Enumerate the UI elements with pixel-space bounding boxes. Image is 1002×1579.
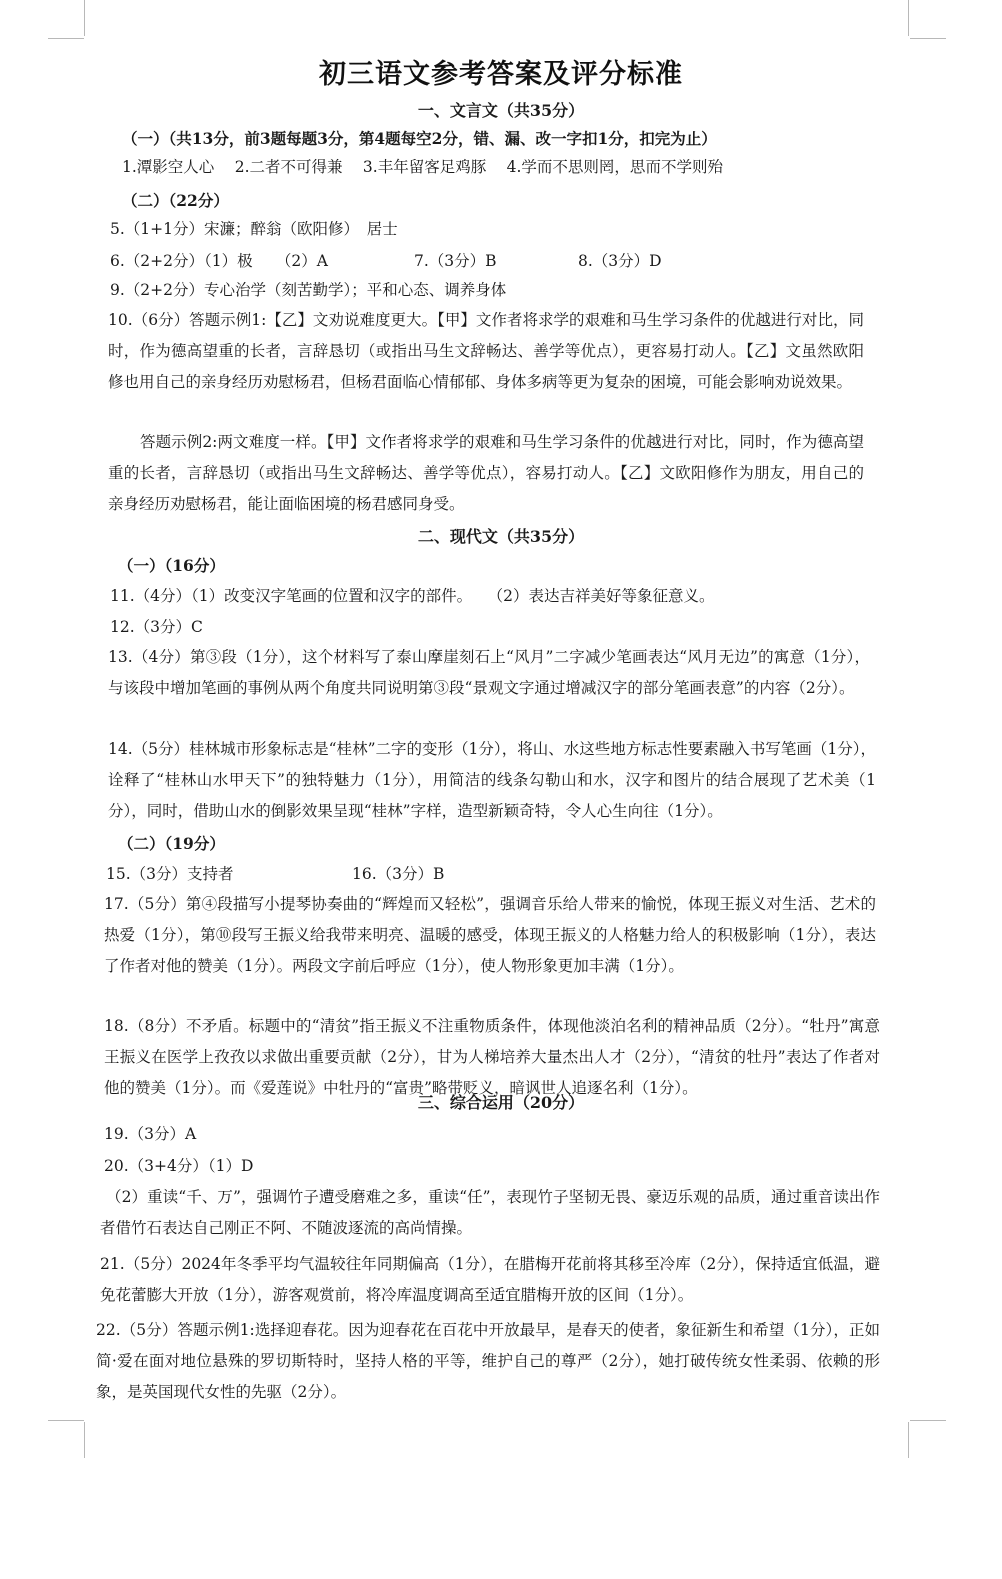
answer-line: 1.潭影空人心 2.二者不可得兼 3.丰年留客足鸡豚 4.学而不思则罔，思而不学则殆	[122, 158, 723, 176]
answer-paragraph: 22.（5分）答题示例1:选择迎春花。因为迎春花在百花中开放最早，是春天的使者，象征新生和希望（1分），正如简·爱在面对地位悬殊的罗切斯特时，坚持人格的平等，维护自己的尊严（2分），她打破传统女性柔弱、依赖的形象，是英国现代女性的先驱（2分）。	[96, 1321, 880, 1401]
answer-line: 9.（2+2分）专心治学（刻苦勤学）；平和心态、调养身体	[110, 281, 507, 299]
crop-mark	[48, 1420, 84, 1421]
crop-mark	[84, 1422, 85, 1458]
crop-mark	[908, 1422, 909, 1458]
answer-line: 16.（3分）B	[352, 865, 445, 883]
answer-paragraph: （2）重读“千、万”，强调竹子遭受磨难之多，重读“任”，表现竹子坚韧无畏、豪迈乐观的品质，通过重音读出作者借竹石表达自己刚正不阿、不随波逐流的高尚情操。	[100, 1188, 880, 1237]
answer-line: 20.（3+4分）（1）D	[104, 1157, 254, 1175]
crop-mark	[48, 38, 84, 39]
answer-line: 11.（4分）（1）改变汉字笔画的位置和汉字的部件。 （2）表达吉祥美好等象征意义。	[110, 587, 715, 605]
answer-paragraph: 13.（4分）第③段（1分），这个材料写了泰山摩崖刻石上“风月”二字减少笔画表达“风月无边”的寓意（1分），与该段中增加笔画的事例从两个角度共同说明第③段“景观文字通过增减汉字的部分笔画表意”的内容（2分）。	[108, 648, 870, 697]
part-heading: （二）（22分）	[122, 191, 229, 210]
answer-line: 19.（3分）A	[104, 1125, 197, 1143]
answer-paragraph: 答题示例2:两文难度一样。【甲】文作者将求学的艰难和马生学习条件的优越进行对比，同时，作为德高望重的长者，言辞恳切（或指出马生文辞畅达、善学等优点），容易打动人。【乙】文欧阳修作为朋友，用自己的亲身经历劝慰杨君，能让面临困境的杨君感同身受。	[108, 433, 864, 513]
answer-paragraph: 14.（5分）桂林城市形象标志是“桂林”二字的变形（1分），将山、水这些地方标志性要素融入书写笔画（1分），诠释了“桂林山水甲天下”的独特魅力（1分），用简洁的线条勾勒山和水，汉字和图片的结合展现了艺术美（1分），同时，借助山水的倒影效果呈现“桂林”字样，造型新颖奇特，令人心生向往（1分）。	[108, 740, 876, 820]
answer-paragraph: 21.（5分）2024年冬季平均气温较往年同期偏高（1分），在腊梅开花前将其移至冷库（2分），保持适宜低温，避免花蕾膨大开放（1分），游客观赏前，将冷库温度调高至适宜腊梅开放的区间（1分）。	[100, 1255, 880, 1304]
answer-line: 7.（3分）B	[414, 252, 497, 270]
crop-mark	[910, 38, 946, 39]
part-heading: （一）（16分）	[118, 556, 225, 575]
crop-mark	[910, 1420, 946, 1421]
page-title: 初三语文参考答案及评分标准	[319, 59, 683, 90]
part-heading: （二）（19分）	[118, 834, 225, 853]
answer-line: 8.（3分）D	[578, 252, 662, 270]
section-heading-integrated: 三、综合运用（20分）	[417, 1093, 585, 1112]
answer-line: 6.（2+2分）（1）极 （2）A	[110, 252, 328, 270]
section-heading-classical: 一、文言文（共35分）	[417, 101, 585, 120]
part-heading: （一）（共13分，前3题每题3分，第4题每空2分，错、漏、改一字扣1分，扣完为止）	[122, 129, 717, 148]
answer-line: 12.（3分）C	[110, 618, 203, 636]
answer-line: 5.（1+1分）宋濂；醉翁（欧阳修） 居士	[110, 220, 398, 238]
crop-mark	[908, 0, 909, 36]
section-heading-modern: 二、现代文（共35分）	[417, 527, 585, 546]
answer-paragraph: 10.（6分）答题示例1:【乙】文劝说难度更大。【甲】文作者将求学的艰难和马生学习条件的优越进行对比，同时，作为德高望重的长者，言辞恳切（或指出马生文辞畅达、善学等优点），更容易打动人。【乙】文虽然欧阳修也用自己的亲身经历劝慰杨君，但杨君面临心情郁郁、身体多病等更为复杂的困境，可能会影响劝说效果。	[108, 311, 864, 391]
answer-line: 15.（3分）支持者	[106, 865, 234, 883]
answer-paragraph: 18.（8分）不矛盾。标题中的“清贫”指王振义不注重物质条件，体现他淡泊名利的精神品质（2分）。“牡丹”寓意王振义在医学上孜孜以求做出重要贡献（2分），甘为人梯培养大量杰出人才（2分），“清贫的牡丹”表达了作者对他的赞美（1分）。而《爱莲说》中牡丹的“富贵”略带贬义，暗讽世人追逐名利（1分）。	[104, 1017, 880, 1097]
answer-paragraph: 17.（5分）第④段描写小提琴协奏曲的“辉煌而又轻松”，强调音乐给人带来的愉悦，体现王振义对生活、艺术的热爱（1分），第⑩段写王振义给我带来明亮、温暖的感受，体现王振义的人格魅力给人的积极影响（1分），表达了作者对他的赞美（1分）。两段文字前后呼应（1分），使人物形象更加丰满（1分）。	[104, 895, 876, 975]
crop-mark	[84, 0, 85, 36]
